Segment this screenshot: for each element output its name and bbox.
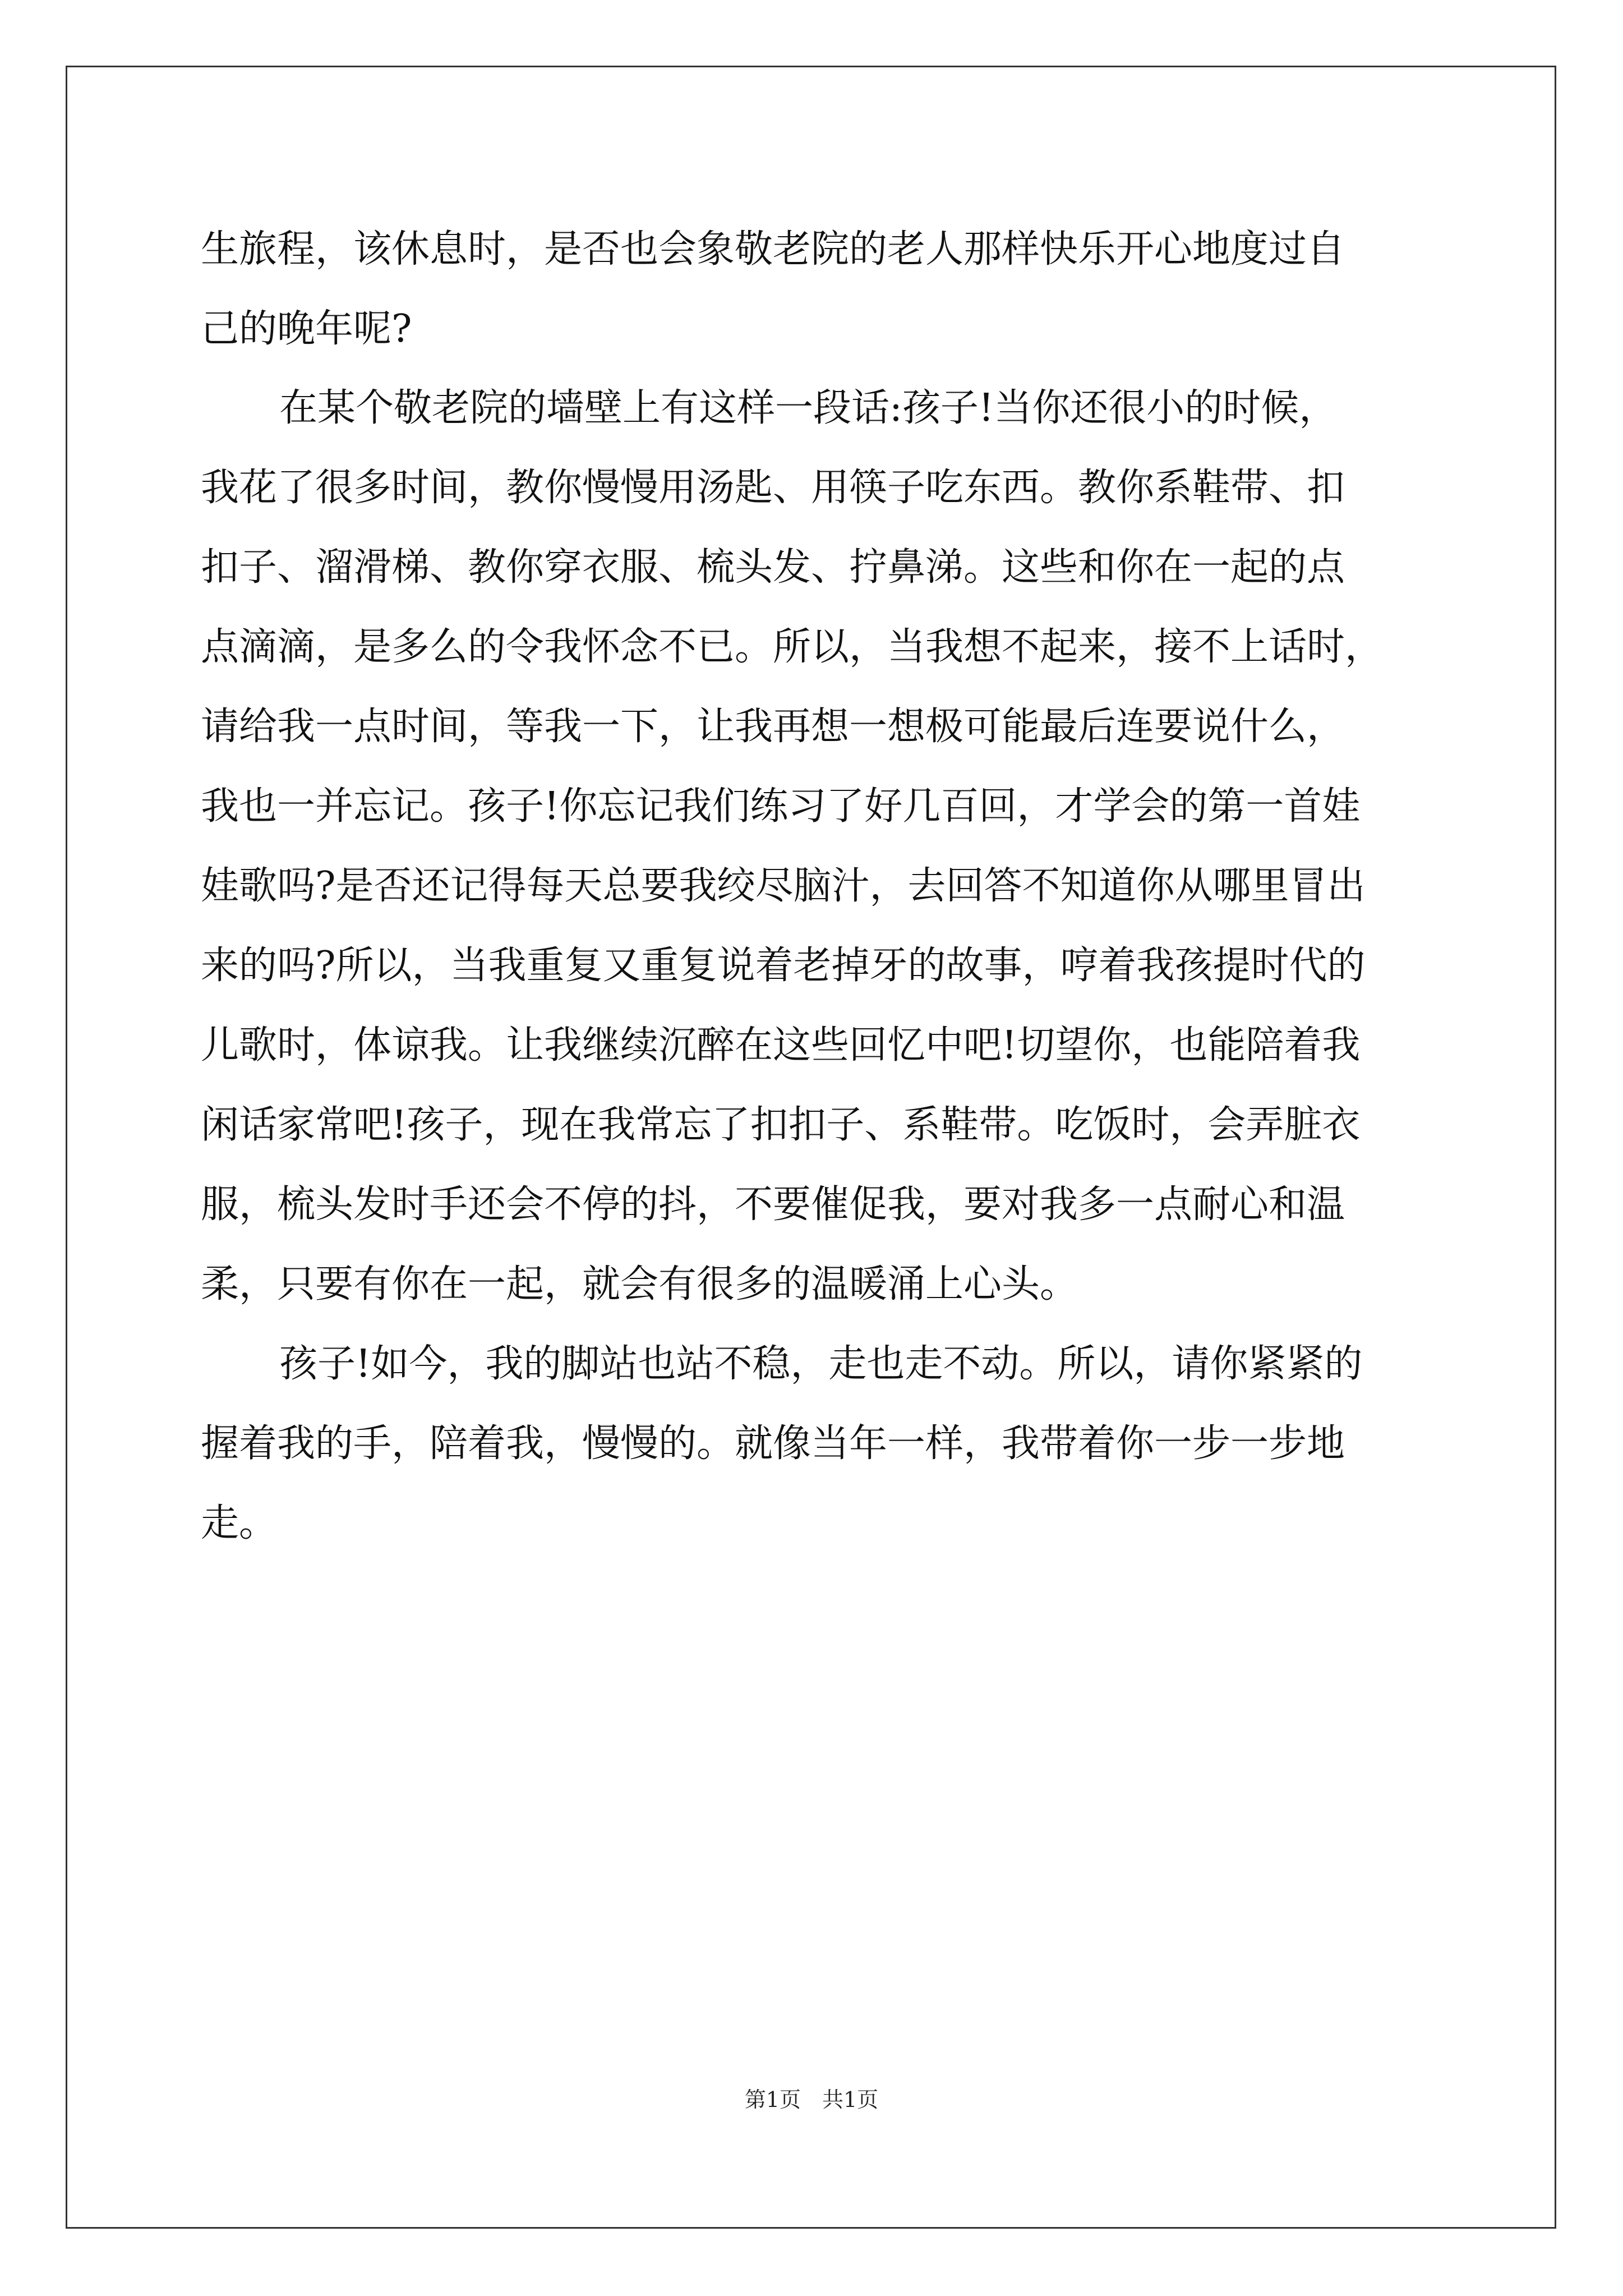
text-line: 握着我的手，陪着我，慢慢的。就像当年一样，我带着你一步一步地 xyxy=(201,1421,1345,1466)
paragraph-start-line: 孩子!如今，我的脚站也站不稳，走也走不动。所以，请你紧紧的 xyxy=(279,1342,1363,1386)
text-line: 闲话家常吧!孩子，现在我常忘了扣扣子、系鞋带。吃饭时，会弄脏衣 xyxy=(201,1103,1361,1147)
text-line: 柔，只要有你在一起，就会有很多的温暖涌上心头。 xyxy=(201,1262,1078,1306)
text-line: 我也一并忘记。孩子!你忘记我们练习了好几百回，才学会的第一首娃 xyxy=(201,784,1361,829)
text-line: 娃歌吗?是否还记得每天总要我绞尽脑汁，去回答不知道你从哪里冒出 xyxy=(201,864,1366,908)
text-line: 儿歌时，体谅我。让我继续沉醉在这些回忆中吧!切望你，也能陪着我 xyxy=(201,1023,1361,1068)
paragraph-start-line: 在某个敬老院的墙壁上有这样一段话:孩子!当你还很小的时候， xyxy=(279,386,1338,430)
text-line: 来的吗?所以，当我重复又重复说着老掉牙的故事，哼着我孩提时代的 xyxy=(201,944,1366,988)
text-line: 生旅程，该休息时，是否也会象敬老院的老人那样快乐开心地度过自 xyxy=(201,227,1345,272)
text-line: 己的晚年呢? xyxy=(201,307,412,351)
text-line: 服，梳头发时手还会不停的抖，不要催促我，要对我多一点耐心和温 xyxy=(201,1182,1345,1227)
page-footer: 第1页 共1页 xyxy=(744,2087,879,2112)
text-line: 扣子、溜滑梯、教你穿衣服、梳头发、拧鼻涕。这些和你在一起的点 xyxy=(201,545,1345,590)
text-line: 走。 xyxy=(201,1501,278,1545)
text-line: 请给我一点时间，等我一下，让我再想一想极可能最后连要说什么， xyxy=(201,705,1345,749)
text-line: 点滴滴，是多么的令我怀念不已。所以，当我想不起来，接不上话时， xyxy=(201,625,1384,669)
text-line: 我花了很多时间，教你慢慢用汤匙、用筷子吃东西。教你系鞋带、扣 xyxy=(201,466,1345,510)
